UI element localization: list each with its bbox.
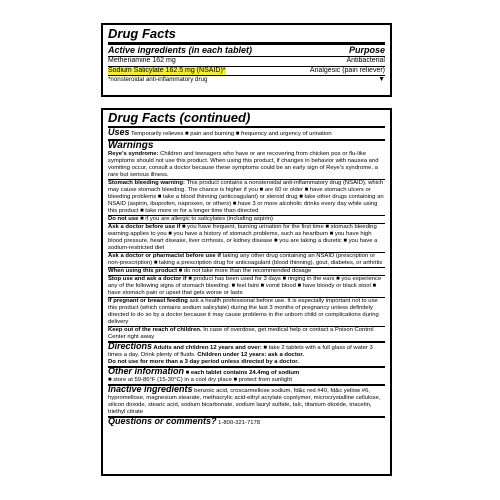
pregnant-text: ask a health professional before use. It is especially important not to use this product (which contains sodium salicylate) during the last 3 months of pregnancy unless definitely directed to do so by a doctor because it may cause problems in the unborn child or complications during delivery (108, 298, 379, 325)
ask-pharmacist-label: Ask a doctor or pharmacist before use if (108, 253, 221, 259)
column-headers (108, 45, 385, 57)
stomach-label: Stomach bleeding warning: (108, 180, 185, 186)
ingredient-purpose: Analgesic (pain reliever) (309, 66, 385, 74)
keep-out-of-reach (108, 326, 385, 341)
warnings-label: Warnings (108, 140, 154, 151)
stop-use-text: ■ product has been used for 3 days ■ ringing in the ears ■ you experience any of the following signs of stomach bleeding: ■ feel faint ■ vomit blood ■ have bloody or black stool ■ have stomach pain or upset that gets worse or lasts (108, 276, 382, 296)
directions-do-not: Do not use for more than a 3 day period unless directed by a doctor. (108, 359, 299, 365)
reye-label: Reye's syndrome: (108, 151, 159, 157)
other-information-label: Other information (108, 366, 184, 376)
footnote-row (108, 75, 385, 85)
directions-lead: Adults and children 12 years and over: (152, 345, 262, 351)
stop-use (108, 275, 385, 297)
inactive-ingredients-section (108, 384, 385, 416)
stomach-text: This product contains a nonsteroidal anti-inflammatory drug (NSAID), which may cause stomach bleeding. The chance is higher if you ■ are 60 or older ■ have stomach ulcers or bleeding problems ■ take a blood thinning (anticoagulant) or steroid drug ■ take other drugs containing an NSAID (aspirin, ibuprofen, naproxen, or others) ■ have 3 or more alcoholic drinks every day while using this product ■ take more or for a longer time than directed (108, 180, 384, 214)
reye-text: Children and teenagers who have or are recovering from chicken pox or flu-like symptoms should not use this product. When using this product, if changes in behavior with nausea and vomiting occur, consult a doctor because these symptoms could be an early sign of Reye's syndrome, a rare but serious illness. (108, 151, 379, 178)
directions-section (108, 341, 385, 366)
ingredient-row (108, 67, 385, 76)
when-using (108, 267, 385, 275)
other-information-section (108, 366, 385, 384)
keep-out-label: Keep out of the reach of children. (108, 327, 202, 333)
ask-doctor (108, 223, 385, 252)
keep-out-text: In case of overdose, get medical help or contact a Poison Control Center right away (108, 327, 374, 340)
when-using-label: When using this product (108, 268, 178, 274)
inactive-label: Inactive ingredients (108, 384, 193, 394)
panel-title: Drug Facts (108, 27, 385, 45)
drug-facts-panel (101, 23, 392, 97)
do-not-use-label: Do not use (108, 216, 139, 222)
do-not-use (108, 215, 385, 223)
ingredient-name: Methenamine 162 mg (108, 57, 176, 64)
ask-doctor-label: Ask a doctor before use if (108, 224, 181, 230)
uses-label: Uses (108, 127, 130, 137)
do-not-use-text: ■ if you are allergic to salicylates (including aspirin) (138, 216, 273, 222)
ingredient-purpose: Antibacterial (346, 57, 385, 64)
reye-warning (108, 151, 385, 179)
ask-pharmacist-text: taking any other drug containing an NSAID (prescription or non-prescription) ■ taking a prescription drug for anticoagulant (blood thinning), gout, diabetes, or arthritis (108, 253, 383, 266)
when-using-text: ■ do not take more than the recommended dosage (177, 268, 312, 274)
active-ingredients-header: Active ingredients (in each tablet) (108, 45, 253, 55)
other-line2: ■ store at 59-86°F (15-30°C) in a cool dry place ■ protect from sunlight (108, 377, 293, 383)
questions-label: Questions or comments? (108, 416, 217, 426)
purpose-header: Purpose (348, 45, 385, 55)
stop-use-label: Stop use and ask a doctor if (108, 276, 187, 282)
pregnant-warning (108, 297, 385, 326)
pregnant-label: If pregnant or breast feeding (108, 298, 188, 304)
uses-section (108, 128, 385, 139)
warnings-section (108, 139, 385, 341)
ingredient-row (108, 57, 385, 67)
directions-children: Children under 12 years: ask a doctor. (195, 352, 305, 358)
uses-text: Temporarily relieves ■ pain and burning ■ frequency and urgency of urination (131, 131, 332, 137)
panel-title: Drug Facts (continued) (108, 111, 385, 128)
footnote: *nonsteroidal anti-inflammatory drug (108, 76, 208, 83)
drug-facts-continued-panel (101, 108, 392, 476)
other-line1: ■ each tablet contains 24.4mg of sodium (184, 370, 300, 376)
triangle-down-icon: ▼ (378, 76, 385, 83)
inactive-text: benzoic acid, croscarmellose sodium, fd&c red #40, fd&c yellow #6, hypromellose, magnesium stearate, methacrylic acid-ethyl acrylate copolymer, microcrystalline cellulose, silicon dioxide, stearic acid, sodium bicarbonate, sodium lauryl sulfate, talc, titanium dioxide, triacetin, triethyl citrate (108, 388, 381, 415)
questions-phone: 1-800-321-7178 (216, 420, 261, 426)
stomach-bleeding-warning (108, 179, 385, 215)
directions-text: ■ take 2 tablets with a full glass of water 3 times a day. Drink plenty of fluids. (108, 345, 373, 358)
directions-label: Directions (108, 341, 153, 351)
ask-pharmacist (108, 252, 385, 267)
ask-doctor-text: ■ you have frequent, burning urination for the first time ■ stomach bleeding warning applies to you ■ you have a history of stomach problems, such as heartburn ■ you have high blood pressure, heart disease, liver cirrhosis, or kidney disease ■ you are taking a diuretic ■ you have a sodium-restricted diet (108, 224, 378, 251)
questions-section (108, 416, 385, 427)
ingredient-name-highlighted: Sodium Salicylate 162.5 mg (NSAID)* (108, 66, 226, 74)
